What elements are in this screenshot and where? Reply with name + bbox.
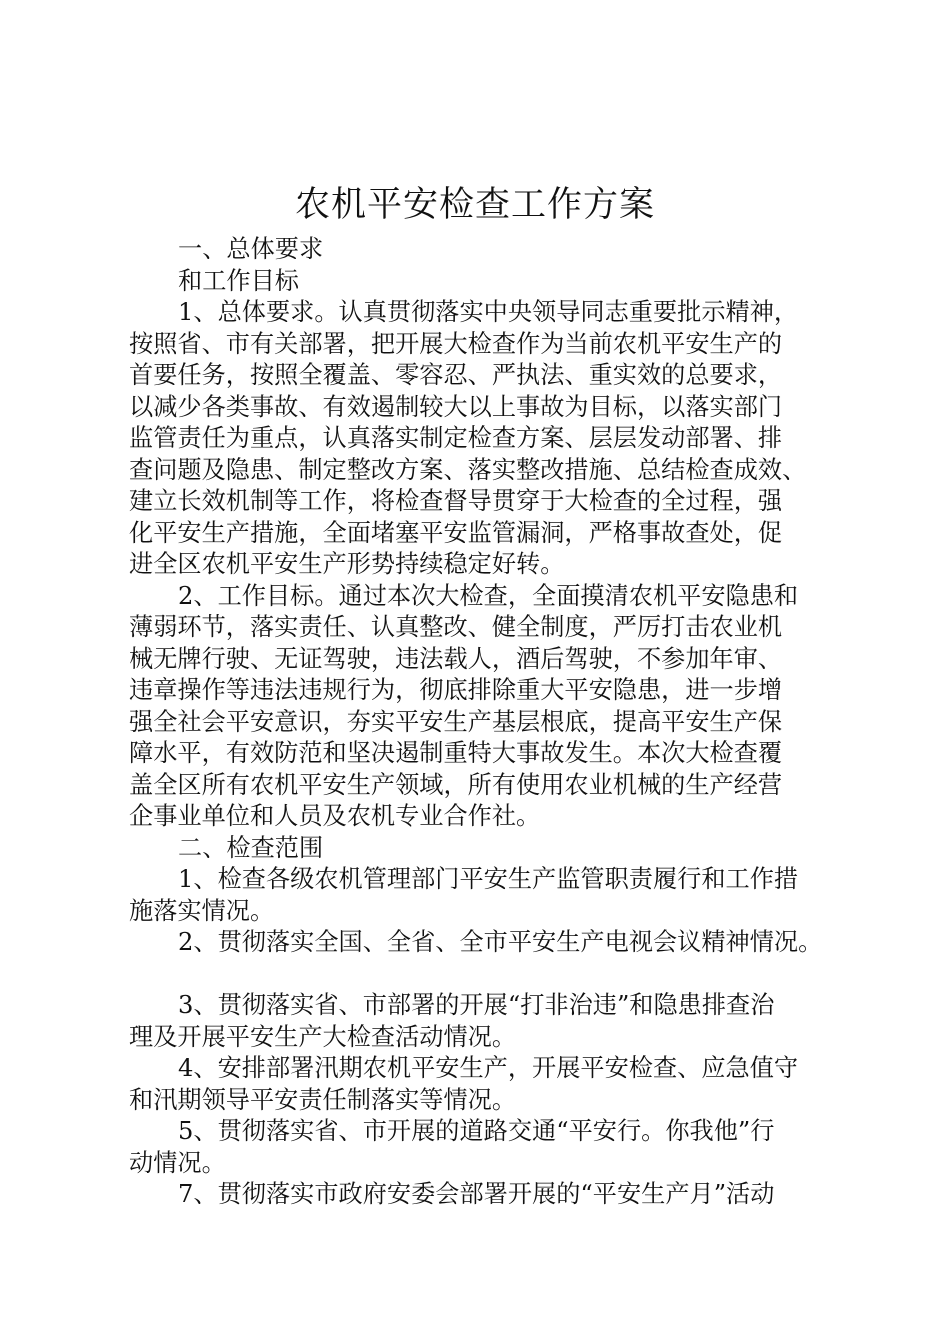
document-body bbox=[129, 234, 849, 1211]
paragraph-line: 施落实情况。 bbox=[129, 896, 275, 925]
section-heading: 二、检查范围 bbox=[178, 833, 324, 862]
paragraph-line: 和汛期领导平安责任制落实等情况。 bbox=[129, 1085, 517, 1114]
paragraph-line: 3、贯彻落实省、市部署的开展“打非治违”和隐患排查治 bbox=[178, 991, 775, 1019]
paragraph-line: 盖全区所有农机平安生产领域，所有使用农业机械的生产经营 bbox=[129, 770, 783, 799]
section-heading: 一、总体要求 bbox=[178, 235, 324, 263]
paragraph-line: 强全社会平安意识，夯实平安生产基层根底，提高平安生产保 bbox=[129, 707, 783, 736]
paragraph-line: 1、检查各级农机管理部门平安生产监管职责履行和工作措 bbox=[178, 865, 799, 893]
paragraph-line: 企事业单位和人员及农机专业合作社。 bbox=[129, 802, 541, 830]
paragraph-line: 以减少各类事故、有效遏制较大以上事故为目标，以落实部门 bbox=[129, 392, 783, 421]
paragraph-line: 1、总体要求。认真贯彻落实中央领导同志重要批示精神， bbox=[178, 298, 799, 326]
paragraph-line: 2、贯彻落实全国、全省、全市平安生产电视会议精神情况。 bbox=[178, 928, 823, 956]
paragraph-line: 查问题及隐患、制定整改方案、落实整改措施、总结检查成效、 bbox=[129, 455, 807, 484]
paragraph-line: 建立长效机制等工作，将检查督导贯穿于大检查的全过程，强 bbox=[129, 487, 783, 515]
paragraph-line: 违章操作等违法违规行为，彻底排除重大平安隐患，进一步增 bbox=[129, 676, 783, 704]
paragraph-line: 4、安排部署汛期农机平安生产，开展平安检查、应急值守 bbox=[178, 1054, 799, 1082]
paragraph-line: 5、贯彻落实省、市开展的道路交通“平安行。你我他”行 bbox=[178, 1117, 775, 1145]
blank-line bbox=[129, 959, 849, 991]
paragraph-line: 进全区农机平安生产形势持续稳定好转。 bbox=[129, 550, 565, 578]
paragraph-line: 动情况。 bbox=[129, 1148, 226, 1177]
paragraph-line: 2、工作目标。通过本次大检查，全面摸清农机平安隐患和 bbox=[178, 581, 799, 610]
paragraph-line: 化平安生产措施，全面堵塞平安监管漏洞，严格事故查处，促 bbox=[129, 518, 783, 547]
paragraph-line: 障水平，有效防范和坚决遏制重特大事故发生。本次大检查覆 bbox=[129, 739, 783, 767]
paragraph-line: 械无牌行驶、无证驾驶，违法载人，酒后驾驶，不参加年审、 bbox=[129, 644, 783, 673]
document-title: 农机平安检查工作方案 bbox=[294, 185, 655, 225]
paragraph-line: 监管责任为重点，认真落实制定检查方案、层层发动部署、排 bbox=[129, 424, 783, 452]
paragraph-line: 按照省、市有关部署，把开展大检查作为当前农机平安生产的 bbox=[129, 329, 783, 358]
paragraph-line: 理及开展平安生产大检查活动情况。 bbox=[129, 1022, 517, 1051]
section-heading-continuation: 和工作目标 bbox=[178, 266, 299, 295]
paragraph-line: 薄弱环节，落实责任、认真整改、健全制度，严厉打击农业机 bbox=[129, 613, 783, 641]
paragraph-line: 首要任务，按照全覆盖、零容忍、严执法、重实效的总要求， bbox=[129, 361, 783, 389]
paragraph-line: 7、贯彻落实市政府安委会部署开展的“平安生产月”活动 bbox=[178, 1180, 775, 1208]
